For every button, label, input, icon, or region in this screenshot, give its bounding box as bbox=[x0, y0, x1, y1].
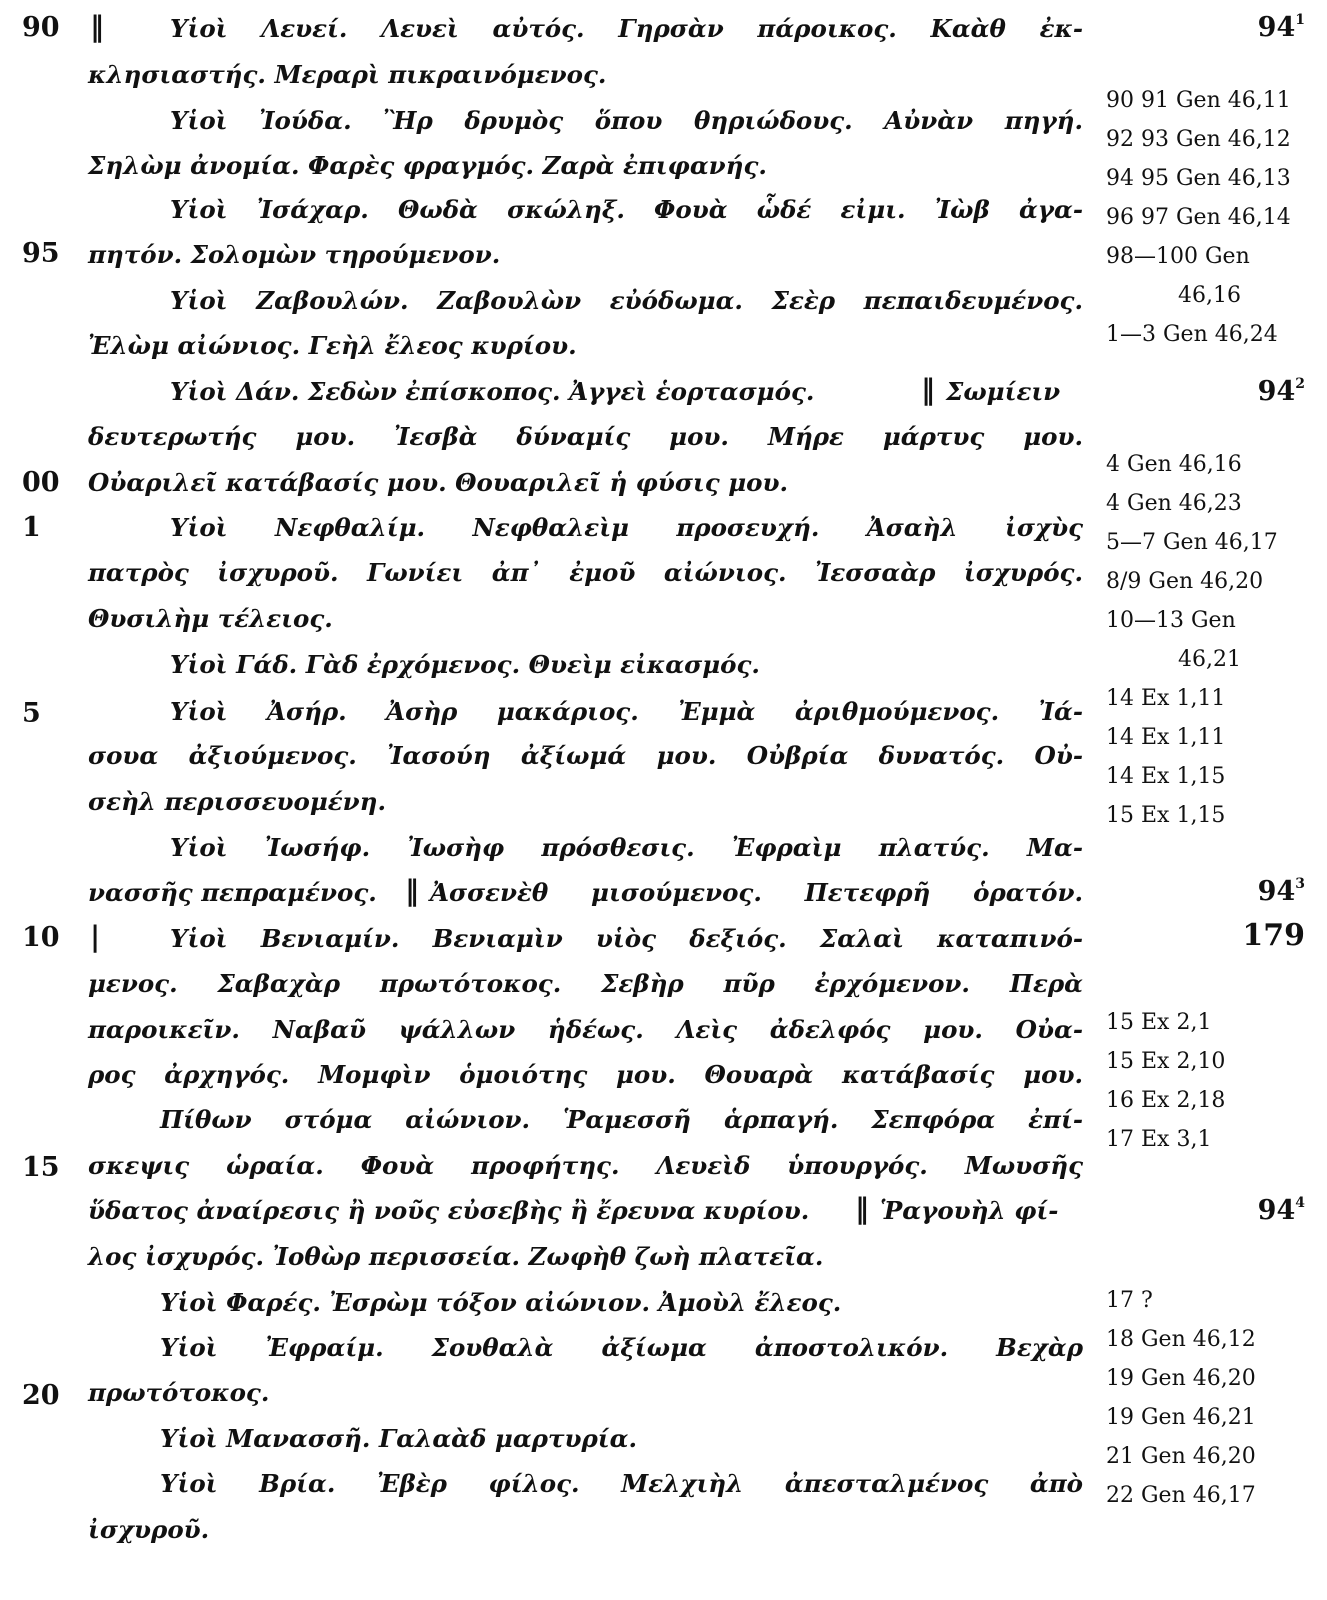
margin-reference: 14 Ex 1,15 bbox=[1106, 764, 1226, 789]
section-separator: | bbox=[90, 920, 101, 953]
line-number: 10 bbox=[22, 922, 60, 953]
section-separator: ‖ bbox=[921, 373, 935, 406]
text-line: ἰσχυροῦ. bbox=[88, 1515, 210, 1544]
margin-reference: 5—7 Gen 46,17 bbox=[1106, 530, 1278, 555]
text-line: ὕδατος ἀναίρεσις ἢ νοῦς εὐσεβὴς ἢ ἔρευνα κυρίου. bbox=[88, 1196, 810, 1225]
text-line: Οὐαριλεῖ κατάβασίς μου. Θουαριλεῖ ἡ φύσις μου. bbox=[88, 468, 788, 497]
text-line: σκεψις ὡραία. Φουὰ προφήτης. Λευεὶδ ὑπουργός. Μωυσῆς bbox=[88, 1151, 1083, 1180]
text-line: παροικεῖν. Ναβαῦ ψάλλων ἡδέως. Λεὶς ἀδελφός μου. Οὐα- bbox=[88, 1015, 1083, 1044]
page-reference: $94^4$ bbox=[1257, 1195, 1305, 1226]
line-number: 15 bbox=[22, 1152, 60, 1183]
text-line: δευτερωτής μου. Ἰεσβὰ δύναμίς μου. Μήρε μάρτυς μου. bbox=[88, 422, 1083, 451]
text-line: Σηλὼμ ἀνομία. Φαρὲς φραγμός. Ζαρὰ ἐπιφανής. bbox=[88, 151, 767, 180]
margin-reference: 18 Gen 46,12 bbox=[1106, 1327, 1256, 1352]
text-line: Υἱοὶ Φαρές. Ἐσρὼμ τόξον αἰώνιον. Ἀμοὺλ ἔλεος. bbox=[160, 1288, 842, 1317]
margin-reference: 4 Gen 46,16 bbox=[1106, 452, 1242, 477]
page-reference: $94^3$ bbox=[1257, 876, 1305, 907]
margin-reference: 15 Ex 1,15 bbox=[1106, 803, 1226, 828]
section-separator: ‖ bbox=[405, 874, 419, 907]
margin-reference: 92 93 Gen 46,12 bbox=[1106, 127, 1291, 152]
page-reference: $94^1$ bbox=[1257, 12, 1305, 43]
text-line: σουα ἀξιούμενος. Ἰασούη ἀξίωμά μου. Οὐβρία δυνατός. Οὐ- bbox=[88, 741, 1083, 770]
text-line: Υἱοὶ Ἰούδα. Ἢρ δρυμὸς ὅπου θηριώδους. Αὐνὰν πηγή. bbox=[170, 106, 1083, 135]
margin-reference: 90 91 Gen 46,11 bbox=[1106, 88, 1291, 113]
text-line: Υἱοὶ Ζαβουλών. Ζαβουλὼν εὐόδωμα. Σεὲρ πεπαιδευμένος. bbox=[170, 286, 1083, 315]
text-line: Υἱοὶ Βρία. Ἐβὲρ φίλος. Μελχιὴλ ἀπεσταλμένος ἀπὸ bbox=[160, 1469, 1083, 1498]
text-line: Υἱοὶ Δάν. Σεδὼν ἐπίσκοπος. Ἀγγεὶ ἑορτασμός. bbox=[170, 377, 815, 406]
text-line: πρωτότοκος. bbox=[88, 1378, 270, 1407]
margin-reference: 17 ? bbox=[1106, 1288, 1153, 1313]
text-line: Πίθων στόμα αἰώνιον. Ῥαμεσσῆ ἁρπαγή. Σεπφόρα ἐπί- bbox=[160, 1105, 1083, 1134]
margin-reference: 94 95 Gen 46,13 bbox=[1106, 166, 1291, 191]
text-line: Υἱοὶ Ἐφραίμ. Σουθαλὰ ἀξίωμα ἀποστολικόν. Βεχὰρ bbox=[160, 1333, 1083, 1362]
margin-reference: 19 Gen 46,21 bbox=[1106, 1405, 1256, 1430]
line-number: 00 bbox=[22, 467, 60, 498]
margin-reference: 15 Ex 2,10 bbox=[1106, 1049, 1226, 1074]
text-line: Υἱοὶ Ἰσάχαρ. Θωδὰ σκώληξ. Φουὰ ὧδέ εἰμι. Ἰὼβ ἀγα- bbox=[170, 195, 1083, 224]
margin-reference: 98—100 Gen bbox=[1106, 244, 1250, 269]
margin-reference: 15 Ex 2,1 bbox=[1106, 1010, 1212, 1035]
text-line: Υἱοὶ Βενιαμίν. Βενιαμὶν υἱὸς δεξιός. Σαλαὶ καταπινό- bbox=[170, 924, 1083, 953]
line-number: 1 bbox=[22, 512, 41, 543]
text-line: Θυσιλὴμ τέλειος. bbox=[88, 604, 333, 633]
page-reference: $94^2$ bbox=[1257, 376, 1305, 407]
margin-reference: 1—3 Gen 46,24 bbox=[1106, 322, 1278, 347]
text-line: μενος. Σαβαχὰρ πρωτότοκος. Σεβὴρ πῦρ ἐρχόμενον. Περὰ bbox=[88, 969, 1083, 998]
text-line: Υἱοὶ Ἰωσήφ. Ἰωσὴφ πρόσθεσις. Ἐφραὶμ πλατύς. Μα- bbox=[170, 833, 1083, 862]
margin-reference: 22 Gen 46,17 bbox=[1106, 1483, 1256, 1508]
text-line: πατρὸς ἰσχυροῦ. Γωνίει ἀπ᾽ ἐμοῦ αἰώνιος. Ἰεσσαὰρ ἰσχυρός. bbox=[88, 558, 1083, 587]
margin-reference: 46,16 bbox=[1178, 283, 1241, 308]
page-reference: 179 bbox=[1242, 918, 1305, 953]
text-line: Υἱοὶ Λευεί. Λευεὶ αὐτός. Γηρσὰν πάροικος. Καὰθ ἐκ- bbox=[170, 14, 1083, 43]
line-number: 90 bbox=[22, 12, 60, 43]
text-line: ρος ἀρχηγός. Μομφὶν ὁμοιότης μου. Θουαρὰ κατάβασίς μου. bbox=[88, 1060, 1083, 1089]
line-number: 5 bbox=[22, 698, 41, 729]
text-line: Υἱοὶ Ἀσήρ. Ἀσὴρ μακάριος. Ἐμμὰ ἀριθμούμενος. Ἰά- bbox=[170, 697, 1083, 726]
text-line: πητόν. Σολομὼν τηρούμενον. bbox=[88, 240, 501, 269]
margin-reference: 21 Gen 46,20 bbox=[1106, 1444, 1256, 1469]
section-separator: ‖ bbox=[90, 10, 104, 43]
text-line: Ἀσσενὲθ μισούμενος. Πετεφρῆ ὁρατόν. bbox=[430, 878, 1083, 907]
text-line: σεὴλ περισσευομένη. bbox=[88, 787, 386, 816]
margin-reference: 96 97 Gen 46,14 bbox=[1106, 205, 1291, 230]
text-line: Ἐλὼμ αἰώνιος. Γεὴλ ἔλεος κυρίου. bbox=[88, 331, 577, 360]
margin-reference: 4 Gen 46,23 bbox=[1106, 491, 1242, 516]
text-line: Σωμίειν bbox=[946, 377, 1061, 406]
text-line: κλησιαστής. Μεραρὶ πικραινόμενος. bbox=[88, 60, 607, 89]
margin-reference: 16 Ex 2,18 bbox=[1106, 1088, 1226, 1113]
text-line: λος ἰσχυρός. Ἰοθὼρ περισσεία. Ζωφὴθ ζωὴ πλατεῖα. bbox=[88, 1242, 824, 1271]
text-line: Υἱοὶ Μανασσῆ. Γαλαὰδ μαρτυρία. bbox=[160, 1424, 637, 1453]
margin-reference: 17 Ex 3,1 bbox=[1106, 1127, 1212, 1152]
text-line: Υἱοὶ Νεφθαλίμ. Νεφθαλεὶμ προσευχή. Ἀσαὴλ ἰσχὺς bbox=[170, 513, 1083, 542]
margin-reference: 46,21 bbox=[1178, 647, 1241, 672]
line-number: 95 bbox=[22, 238, 60, 269]
margin-reference: 10—13 Gen bbox=[1106, 608, 1236, 633]
margin-reference: 14 Ex 1,11 bbox=[1106, 725, 1226, 750]
margin-reference: 14 Ex 1,11 bbox=[1106, 686, 1226, 711]
margin-reference: 8/9 Gen 46,20 bbox=[1106, 569, 1264, 594]
text-line: Ῥαγουὴλ φί- bbox=[880, 1196, 1059, 1225]
text-line: νασσῆς πεπραμένος. bbox=[88, 878, 377, 907]
line-number: 20 bbox=[22, 1380, 60, 1411]
margin-reference: 19 Gen 46,20 bbox=[1106, 1366, 1256, 1391]
text-line: Υἱοὶ Γάδ. Γὰδ ἐρχόμενος. Θυεὶμ εἰκασμός. bbox=[170, 650, 760, 679]
section-separator: ‖ bbox=[855, 1192, 869, 1225]
